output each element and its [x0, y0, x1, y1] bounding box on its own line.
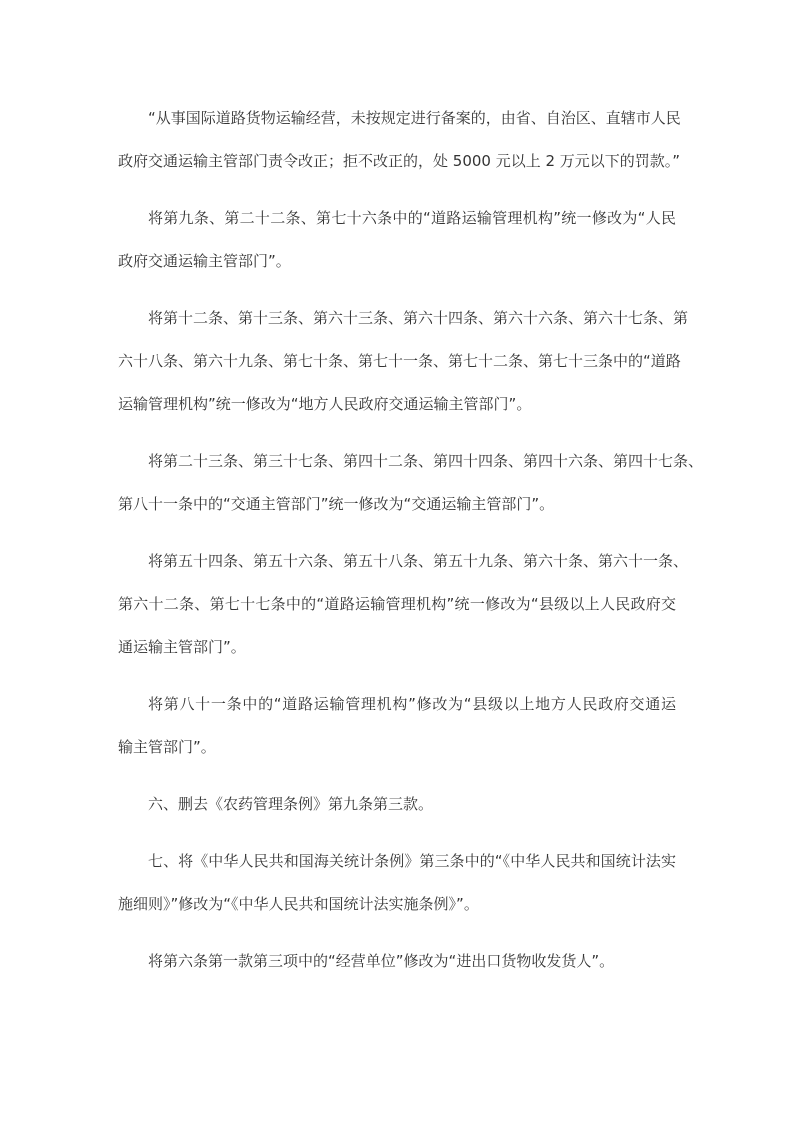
paragraph-line: 六十八条、第六十九条、第七十条、第七十一条、第七十二条、第七十三条中的“道路 [118, 352, 681, 370]
paragraph-line: 将第六条第一款第三项中的“经营单位”修改为“进出口货物收发货人”。 [148, 952, 615, 970]
paragraph-line: 第八十一条中的“交通主管部门”统一修改为“交通运输主管部门”。 [118, 495, 555, 513]
paragraph [118, 97, 681, 183]
paragraph-line: 将第十二条、第十三条、第六十三条、第六十四条、第六十六条、第六十七条、第 [148, 309, 689, 327]
paragraph-line: “从事国际道路货物运输经营，未按规定进行备案的，由省、自治区、直辖市人民 [148, 109, 681, 127]
paragraph-line: 将第五十四条、第五十六条、第五十八条、第五十九条、第六十条、第六十一条、 [148, 552, 689, 570]
paragraph-line: 第六十二条、第七十七条中的“道路运输管理机构”统一修改为“县级以上人民政府交 [118, 595, 676, 613]
paragraph-line: 政府交通运输主管部门”。 [118, 252, 291, 270]
paragraph [118, 940, 676, 983]
paragraph-line: 七、将《中华人民共和国海关统计条例》第三条中的“《中华人民共和国统计法实 [148, 852, 676, 870]
paragraph [118, 783, 676, 826]
paragraph [118, 297, 689, 426]
paragraph-line: 运输管理机构”统一修改为“地方人民政府交通运输主管部门”。 [118, 395, 532, 413]
paragraph [118, 683, 676, 769]
paragraph [118, 840, 676, 926]
paragraph [118, 197, 676, 283]
paragraph-line: 六、删去《农药管理条例》第九条第三款。 [148, 795, 434, 813]
paragraph-line: 将第九条、第二十二条、第七十六条中的“道路运输管理机构”统一修改为“人民 [148, 209, 676, 227]
document-body [118, 97, 704, 997]
paragraph [118, 540, 689, 669]
paragraph-line: 施细则》”修改为“《中华人民共和国统计法实施条例》”。 [118, 895, 479, 913]
paragraph-line: 输主管部门”。 [118, 738, 216, 756]
paragraph-line: 通运输主管部门”。 [118, 638, 246, 656]
paragraph-line: 政府交通运输主管部门责令改正；拒不改正的，处 5000 元以上 2 万元以下的罚款。” [118, 152, 681, 170]
paragraph-line: 将第八十一条中的“道路运输管理机构”修改为“县级以上地方人民政府交通运 [148, 695, 676, 713]
paragraph-line: 将第二十三条、第三十七条、第四十二条、第四十四条、第四十六条、第四十七条、 [148, 452, 704, 470]
paragraph [118, 440, 704, 526]
